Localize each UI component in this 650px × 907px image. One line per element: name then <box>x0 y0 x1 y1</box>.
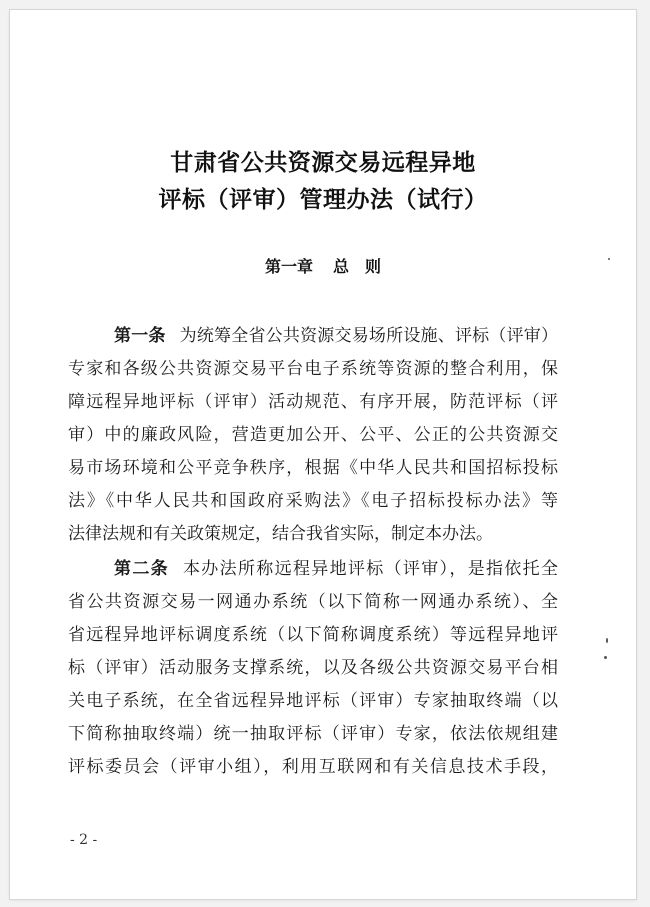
article-1-line: 审）中的廉政风险，营造更加公开、公平、公正的公共资源交 <box>68 425 558 445</box>
article-1-line: 第一条 为统筹全省公共资源交易场所设施、评标（评审） <box>114 326 558 346</box>
article-2-line: 省远程异地评标调度系统（以下简称调度系统）等远程异地评 <box>68 625 558 645</box>
chapter-label: 第一章 <box>264 257 313 276</box>
chapter-name: 总 则 <box>333 257 382 276</box>
article-1-line: 专家和各级公共资源交易平台电子系统等资源的整合利用，保 <box>68 359 558 379</box>
article-2-line: 关电子系统，在全省远程异地评标（评审）专家抽取终端（以 <box>68 691 558 711</box>
article-2-line: 第二条 本办法所称远程异地评标（评审），是指依托全 <box>114 559 559 579</box>
scan-speck <box>606 638 608 643</box>
article-2-line: 下简称抽取终端）统一抽取评标（评审）专家，依法依规组建 <box>68 724 558 744</box>
article-1-line: 法》《中华人民共和国政府采购法》《电子招标投标办法》等 <box>68 491 558 511</box>
chapter-heading <box>10 254 636 277</box>
article-1-line: 法律法规和有关政策规定，结合我省实际，制定本办法。 <box>68 524 493 544</box>
document-page <box>10 10 636 899</box>
article-1-line: 障远程异地评标（评审）活动规范、有序开展，防范评标（评 <box>68 392 558 412</box>
scan-speck <box>608 258 610 260</box>
scan-speck <box>604 656 607 659</box>
article-1-line: 易市场环境和公平竞争秩序，根据《中华人民共和国招标投标 <box>68 458 558 478</box>
article-2-line: 标（评审）活动服务支撑系统，以及各级公共资源交易平台相 <box>68 658 558 678</box>
article-2-line: 评标委员会（评审小组），利用互联网和有关信息技术手段， <box>68 757 558 777</box>
document-title-line-1: 甘肃省公共资源交易远程异地 <box>170 149 476 176</box>
article-2-label: 第二条 <box>114 559 169 579</box>
document-title-line-2: 评标（评审）管理办法（试行） <box>158 186 488 213</box>
article-1-label: 第一条 <box>114 326 166 346</box>
article-2-line: 省公共资源交易一网通办系统（以下简称一网通办系统）、全 <box>68 592 558 612</box>
page-number: - 2 - <box>70 832 98 848</box>
